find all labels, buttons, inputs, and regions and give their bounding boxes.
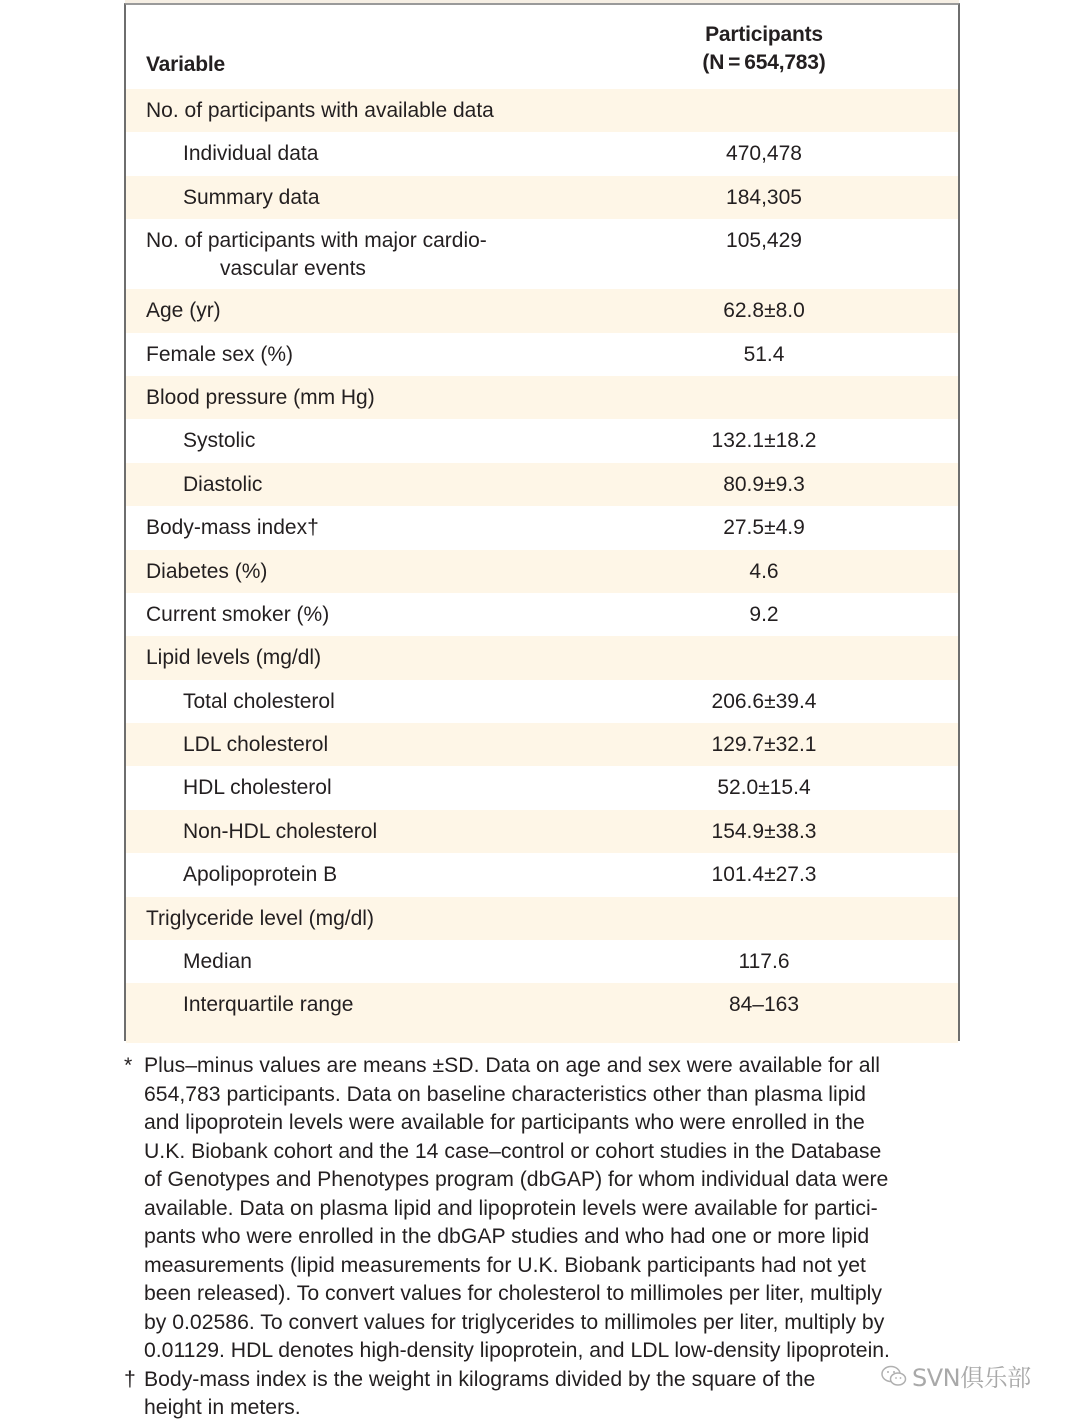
row-label: Current smoker (%) <box>146 602 330 626</box>
table-row <box>126 897 958 940</box>
column-header-variable: Variable <box>146 53 225 76</box>
table-row <box>126 506 958 549</box>
row-label: Median <box>183 950 252 974</box>
row-label: Interquartile range <box>183 993 354 1017</box>
row-value: 105,429 <box>726 229 802 253</box>
table-row <box>126 89 958 132</box>
table-row <box>126 983 958 1043</box>
table-row <box>126 636 958 679</box>
table-row <box>126 219 958 289</box>
row-value: 80.9±9.3 <box>723 472 805 496</box>
footnote-line: measurements (lipid measurements for U.K. Biobank participants had not yet <box>144 1253 866 1277</box>
row-value: 117.6 <box>738 950 790 974</box>
row-value: 101.4±27.3 <box>711 863 817 887</box>
row-label-line2: vascular events <box>220 257 366 281</box>
footnote-line: Body-mass index is the weight in kilograms divided by the square of the <box>144 1367 816 1391</box>
footnote-line: 0.01129. HDL denotes high-density lipoprotein, and LDL low-density lipoprotein. <box>144 1339 890 1362</box>
row-value: 52.0±15.4 <box>717 776 811 800</box>
table-footnotes <box>124 1052 964 1423</box>
footnote-line: and lipoprotein levels were available for participants who were enrolled in the <box>144 1111 865 1134</box>
table-row <box>126 940 958 983</box>
footnote-dagger <box>124 1366 964 1423</box>
table-header <box>126 5 958 89</box>
row-value: 206.6±39.4 <box>711 689 817 713</box>
row-value: 132.1±18.2 <box>711 429 817 453</box>
participants-header-line1: Participants <box>705 23 823 46</box>
table-row <box>126 289 958 332</box>
footnote-line: available. Data on plasma lipid and lipoprotein levels were available for partici- <box>144 1196 878 1220</box>
table-row <box>126 376 958 419</box>
row-label-line1: No. of participants with major cardio- <box>146 229 487 253</box>
table-row <box>126 680 958 723</box>
table-row <box>126 132 958 175</box>
table-row <box>126 550 958 593</box>
footnote-mark-asterisk: * <box>124 1054 133 1077</box>
footnote-mark-dagger: † <box>124 1367 136 1391</box>
footnote-line: Plus–minus values are means ±SD. Data on age and sex were available for all <box>144 1054 880 1077</box>
footnote-line: U.K. Biobank cohort and the 14 case–control or cohort studies in the Database <box>144 1139 882 1163</box>
table-row <box>126 463 958 506</box>
row-value: 62.8±8.0 <box>723 299 805 323</box>
row-label: Total cholesterol <box>183 689 335 713</box>
column-header-participants <box>664 21 864 77</box>
row-label: Triglyceride level (mg/dl) <box>146 906 374 930</box>
row-label: Summary data <box>183 185 320 209</box>
row-value: 184,305 <box>726 185 802 209</box>
footnote-line: height in meters. <box>144 1396 301 1419</box>
watermark-text: SVN俱乐部 <box>912 1364 1031 1392</box>
row-label: Diastolic <box>183 472 263 496</box>
row-label: Non-HDL cholesterol <box>183 819 378 843</box>
row-label: Age (yr) <box>146 299 221 323</box>
table-row <box>126 176 958 219</box>
row-label <box>146 227 487 283</box>
row-value: 84–163 <box>728 993 800 1017</box>
footnote-line: pants who were enrolled in the dbGAP studies and who had one or more lipid <box>144 1225 870 1248</box>
row-value: 129.7±32.1 <box>711 733 817 757</box>
baseline-characteristics-table <box>124 3 960 1041</box>
row-label: LDL cholesterol <box>183 733 329 757</box>
table-row <box>126 723 958 766</box>
table-row <box>126 419 958 462</box>
row-label: No. of participants with available data <box>146 99 494 122</box>
footnote-star <box>124 1052 964 1366</box>
wechat-icon <box>880 1364 908 1388</box>
table-row <box>126 766 958 809</box>
table-row <box>126 853 958 896</box>
footnote-line: by 0.02586. To convert values for triglycerides to millimoles per liter, multiply by <box>144 1310 885 1334</box>
row-label: Blood pressure (mm Hg) <box>146 385 375 409</box>
row-value: 27.5±4.9 <box>723 516 805 540</box>
row-label: Diabetes (%) <box>146 559 268 583</box>
row-label: Systolic <box>183 429 256 453</box>
row-label: Body-mass index† <box>146 516 319 540</box>
footnote-line: of Genotypes and Phenotypes program (dbGAP) for whom individual data were <box>144 1168 889 1191</box>
participants-header-line2: (N = 654,783) <box>702 51 826 74</box>
row-value: 9.2 <box>749 602 779 626</box>
footnote-line: 654,783 participants. Data on baseline characteristics other than plasma lipid <box>144 1082 866 1106</box>
row-value: 470,478 <box>726 142 802 166</box>
row-label: Female sex (%) <box>146 342 294 366</box>
row-label: Individual data <box>183 142 319 166</box>
table-row <box>126 333 958 376</box>
watermark <box>880 1358 1031 1393</box>
footnote-line: been released). To convert values for cholesterol to millimoles per liter, multiply <box>144 1282 882 1305</box>
row-label: Apolipoprotein B <box>183 863 338 887</box>
row-value: 51.4 <box>743 342 785 366</box>
row-label: HDL cholesterol <box>183 776 332 800</box>
row-label: Lipid levels (mg/dl) <box>146 646 322 670</box>
table-row <box>126 810 958 853</box>
table-row <box>126 593 958 636</box>
row-value: 4.6 <box>749 559 779 583</box>
row-value: 154.9±38.3 <box>711 819 817 843</box>
